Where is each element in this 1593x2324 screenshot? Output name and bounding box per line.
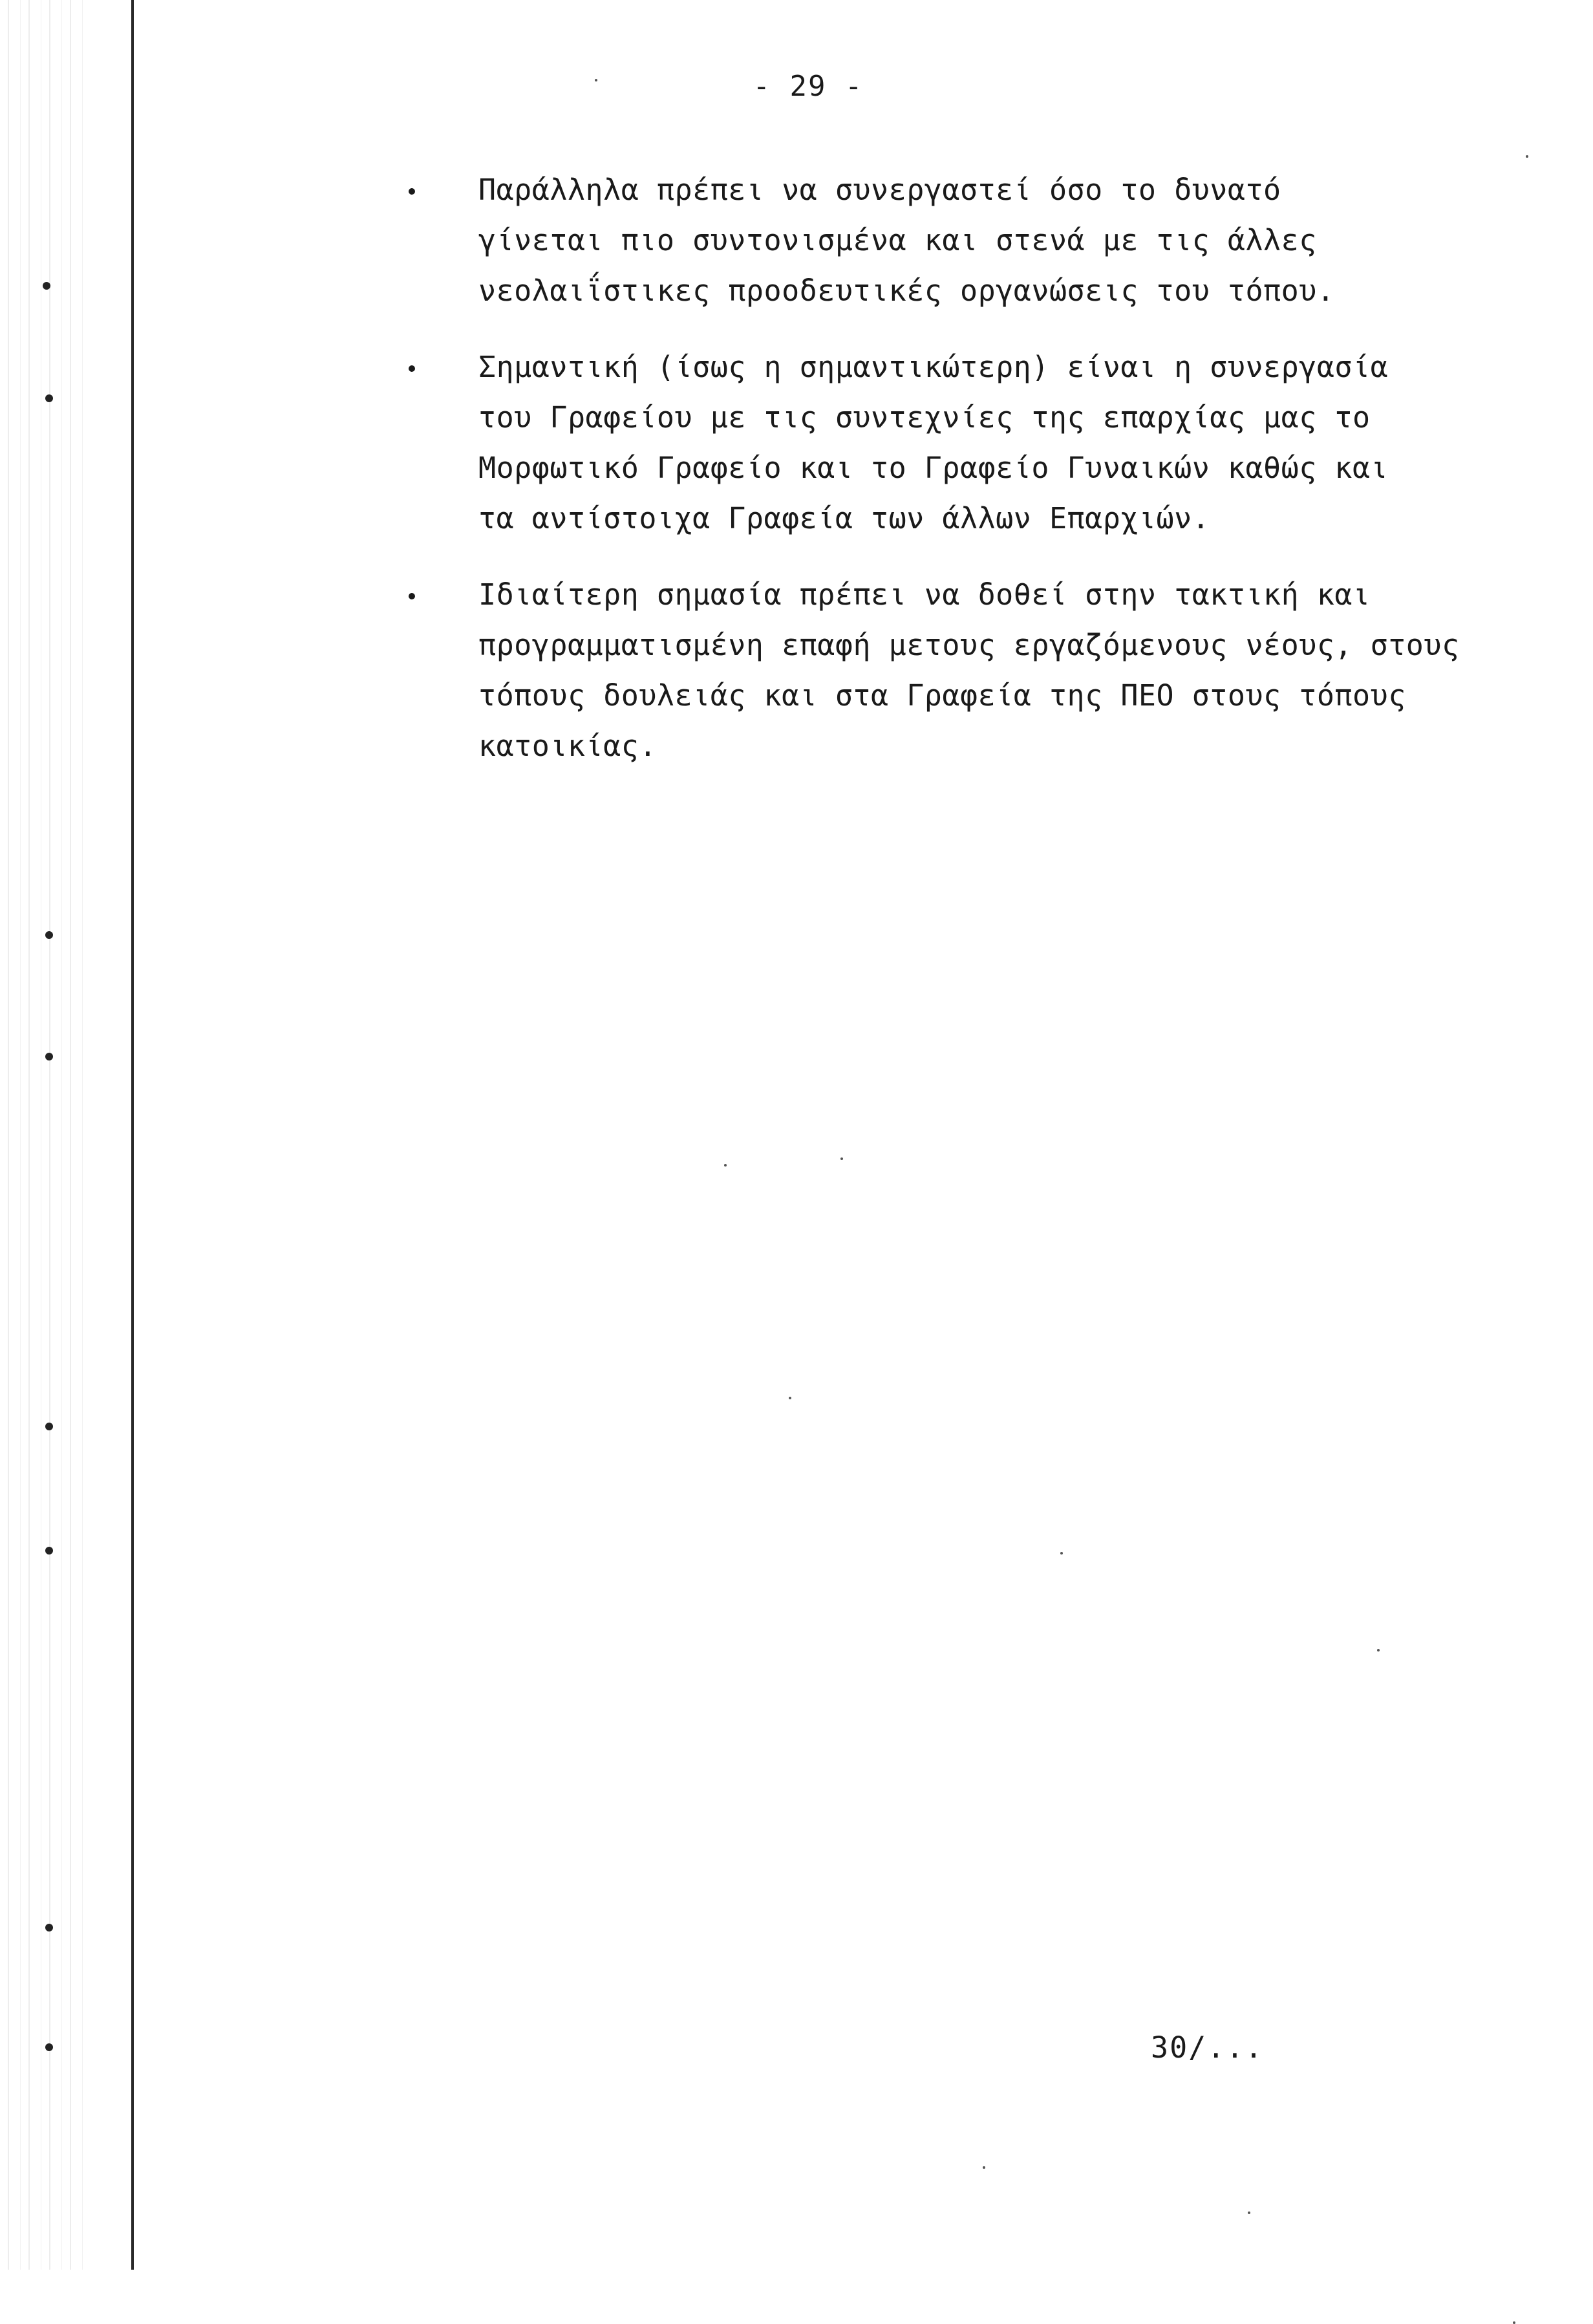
scan-speck (724, 1164, 727, 1167)
bullet-text: Ιδιαίτερη σημασία πρέπει να δοθεί στην τακτική και προγραμματισμένη επαφή μετους εργαζόμενους νέους, στους τόπους δουλειάς και στα Γραφεία της ΠΕΟ στους τόπους κατοικίας. (478, 577, 1460, 763)
bullet-text: Παράλληλα πρέπει να συνεργαστεί όσο το δυνατό γίνεται πιο συντονισμένα και στενά με τις άλλες νεολαιΐστικες προοδευτικές οργανώσεις του τόπου. (478, 173, 1335, 308)
binding-edge-line (131, 0, 134, 2270)
scan-speck (595, 79, 597, 81)
scan-speck (1526, 155, 1528, 158)
scan-speck (1248, 2211, 1250, 2214)
scan-speck (840, 1157, 843, 1160)
list-item (414, 570, 1552, 771)
page-number: - 29 - (753, 70, 864, 103)
list-item (414, 165, 1552, 316)
bullet-marker (409, 593, 415, 599)
scan-speck (1377, 1649, 1380, 1652)
bullet-marker (409, 188, 415, 195)
punch-hole-mark (45, 931, 53, 939)
scan-speck (1513, 2321, 1515, 2324)
scan-speck (1060, 1552, 1063, 1555)
punch-hole-mark (45, 394, 53, 402)
punch-hole-mark (45, 1924, 53, 1931)
scan-speck (983, 2166, 985, 2169)
punch-hole-mark (45, 1053, 53, 1060)
punch-hole-mark (45, 2043, 53, 2051)
continuation-marker: 30/... (1151, 2030, 1264, 2065)
punch-hole-mark (45, 1423, 53, 1430)
punch-hole-mark (45, 1547, 53, 1555)
scan-speck (789, 1397, 791, 1399)
punch-hole-mark (43, 282, 50, 290)
bullet-list (414, 165, 1552, 797)
list-item (414, 342, 1552, 544)
bullet-text: Σημαντική (ίσως η σημαντικώτερη) είναι η συνεργασία του Γραφείου με τις συντεχνίες της επαρχίας μας το Μορφωτικό Γραφείο και το Γραφείο Γυναικών καθώς και τα αντίστοιχα Γραφεία των άλλων Επαρχιών. (478, 350, 1389, 535)
bullet-marker (409, 365, 415, 372)
